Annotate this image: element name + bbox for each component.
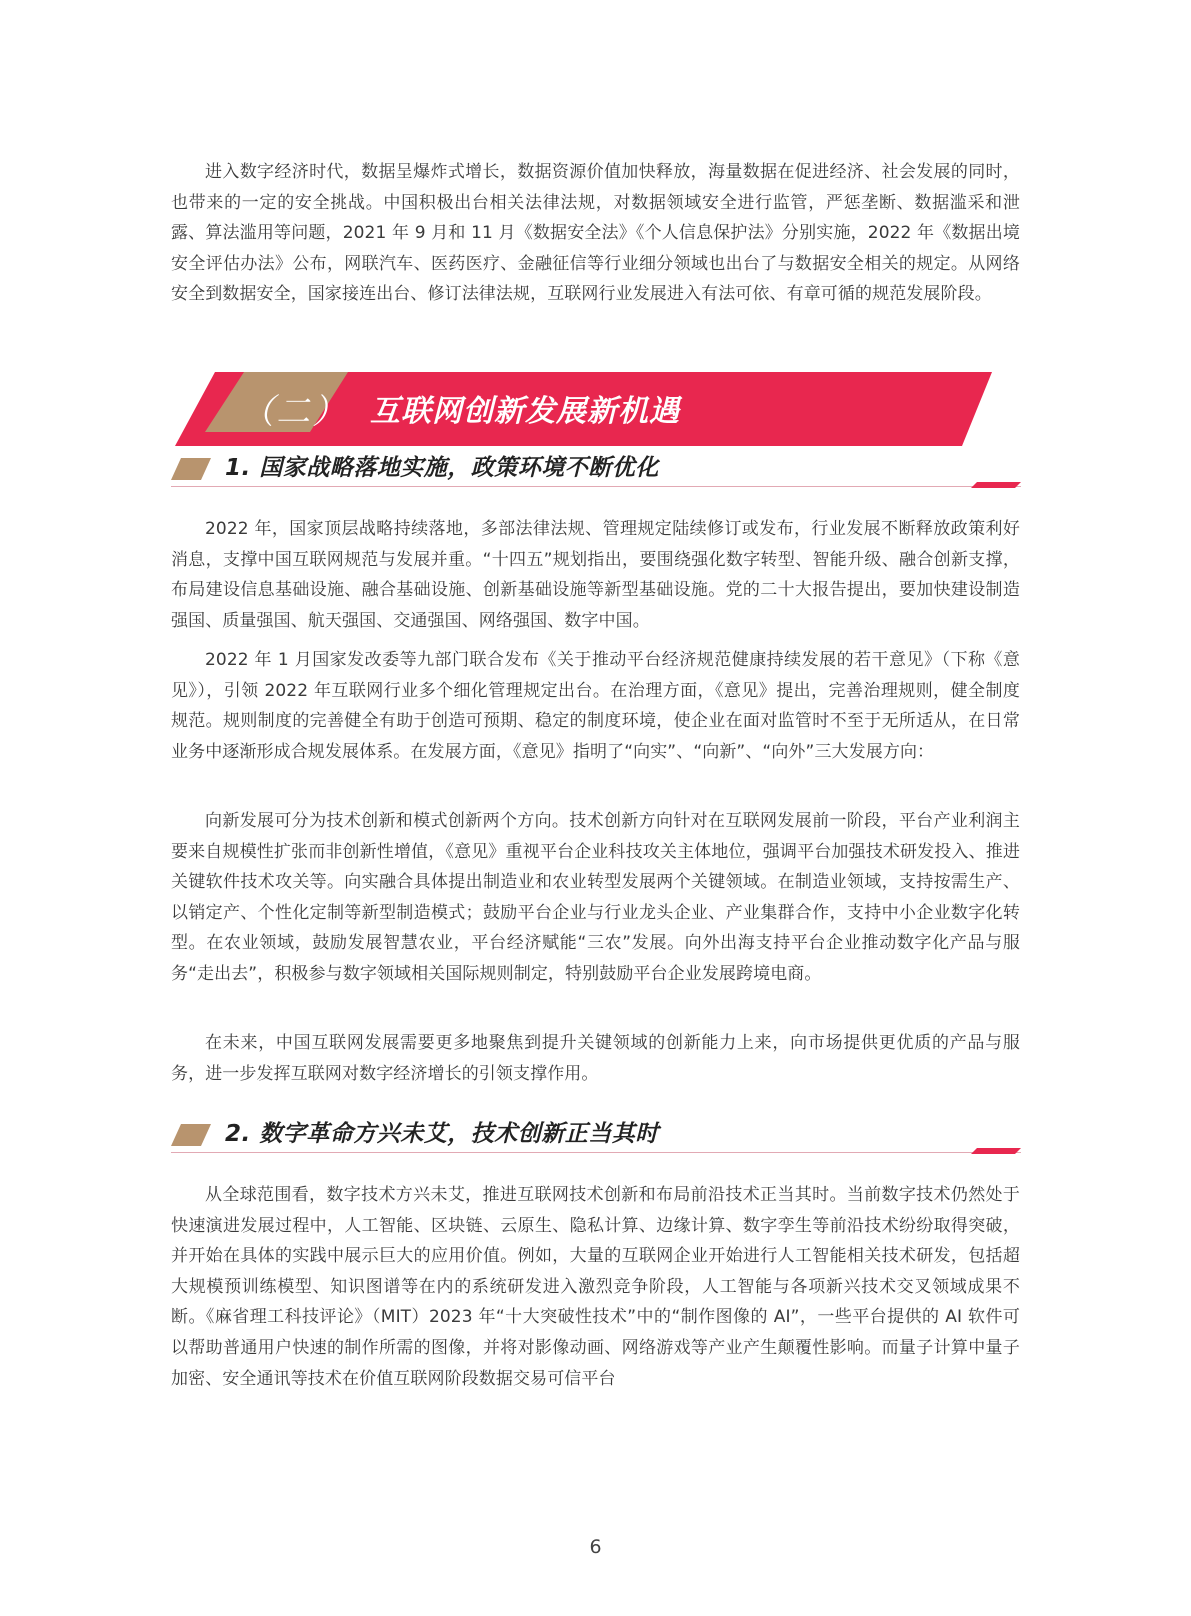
subsection-1-paragraph-2: 2022 年 1 月国家发改委等九部门联合发布《关于推动平台经济规范健康持续发展的若干意见》（下称《意见》），引领 2022 年互联网行业多个细化管理规定出台。在治理方面，《意见》提出，完善治理规则，健全制度规范。规则制度的完善健全有助于创造可预期、稳定的制度环境，使企业在面对监管时不至于无所适从，在日常业务中逐渐形成合规发展体系。在发展方面，《意见》指明了“向实”、“向新”、“向外”三大发展方向： xyxy=(171,650,1020,762)
subsection-2-paragraph-1: 从全球范围看，数字技术方兴未艾，推进互联网技术创新和布局前沿技术正当其时。当前数字技术仍然处于快速演进发展过程中，人工智能、区块链、云原生、隐私计算、边缘计算、数字孪生等前沿技术纷纷取得突破，并开始在具体的实践中展示巨大的应用价值。例如，大量的互联网企业开始进行人工智能相关技术研发，包括超大规模预训练模型、知识图谱等在内的系统研发进入激烈竞争阶段，人工智能与各项新兴技术交叉领域成果不断。《麻省理工科技评论》（MIT）2023 年“十大突破性技术”中的“制作图像的 AI”，一些平台提供的 AI 软件可以帮助普通用户快速的制作所需的图像，并将对影像动画、网络游戏等产业产生颠覆性影响。而量子计算中量子加密、安全通讯等技术在价值互联网阶段数据交易可信平台 xyxy=(171,1185,1020,1389)
subsection-1-heading xyxy=(171,452,1021,488)
intro-paragraph: 进入数字经济时代，数据呈爆炸式增长，数据资源价值加快释放，海量数据在促进经济、社会发展的同时，也带来的一定的安全挑战。中国积极出台相关法律法规，对数据领域安全进行监管，严惩垄断、数据滥采和泄露、算法滥用等问题，2021 年 9 月和 11 月《数据安全法》《个人信息保护法》分别实施，2022 年《数据出境安全评估办法》公布，网联汽车、医药医疗、金融征信等行业细分领域也出台了与数据安全相关的规定。从网络安全到数据安全，国家接连出台、修订法律法规，互联网行业发展进入有法可依、有章可循的规范发展阶段。 xyxy=(171,162,1020,305)
heading-marker-icon xyxy=(171,458,211,480)
subsection-2-heading xyxy=(171,1118,1021,1154)
heading-rule xyxy=(171,486,1021,487)
subsection-1-paragraph-4: 在未来，中国互联网发展需要更多地聚焦到提升关键领域的创新能力上来，向市场提供更优质的产品与服务，进一步发挥互联网对数字经济增长的引领支撑作用。 xyxy=(171,1033,1020,1084)
section-title: 互联网创新发展新机遇 xyxy=(370,394,680,429)
subsection-2-title: 2. 数字革命方兴未艾，技术创新正当其时 xyxy=(225,1121,659,1147)
heading-marker-icon xyxy=(171,1124,211,1146)
page-number: 6 xyxy=(589,1536,602,1558)
subsection-1-paragraph-3: 向新发展可分为技术创新和模式创新两个方向。技术创新方向针对在互联网发展前一阶段，平台产业利润主要来自规模性扩张而非创新性增值，《意见》重视平台企业科技攻关主体地位，强调平台加强技术研发投入、推进关键软件技术攻关等。向实融合具体提出制造业和农业转型发展两个关键领域。在制造业领域，支持按需生产、以销定产、个性化定制等新型制造模式；鼓励平台企业与行业龙头企业、产业集群合作，支持中小企业数字化转型。在农业领域，鼓励发展智慧农业，平台经济赋能“三农”发展。向外出海支持平台企业推动数字化产品与服务“走出去”，积极参与数字领域相关国际规则制定，特别鼓励平台企业发展跨境电商。 xyxy=(171,811,1020,984)
heading-red-accent xyxy=(971,1148,1021,1154)
section-number: （二） xyxy=(240,392,348,432)
subsection-1-title: 1. 国家战略落地实施，政策环境不断优化 xyxy=(225,455,659,481)
heading-rule xyxy=(171,1152,1021,1153)
heading-red-accent xyxy=(971,482,1021,488)
subsection-1-paragraph-1: 2022 年，国家顶层战略持续落地，多部法律法规、管理规定陆续修订或发布，行业发展不断释放政策利好消息，支撑中国互联网规范与发展并重。“十四五”规划指出，要围绕强化数字转型、智能升级、融合创新支撑，布局建设信息基础设施、融合基础设施、创新基础设施等新型基础设施。党的二十大报告提出，要加快建设制造强国、质量强国、航天强国、交通强国、网络强国、数字中国。 xyxy=(171,519,1020,631)
